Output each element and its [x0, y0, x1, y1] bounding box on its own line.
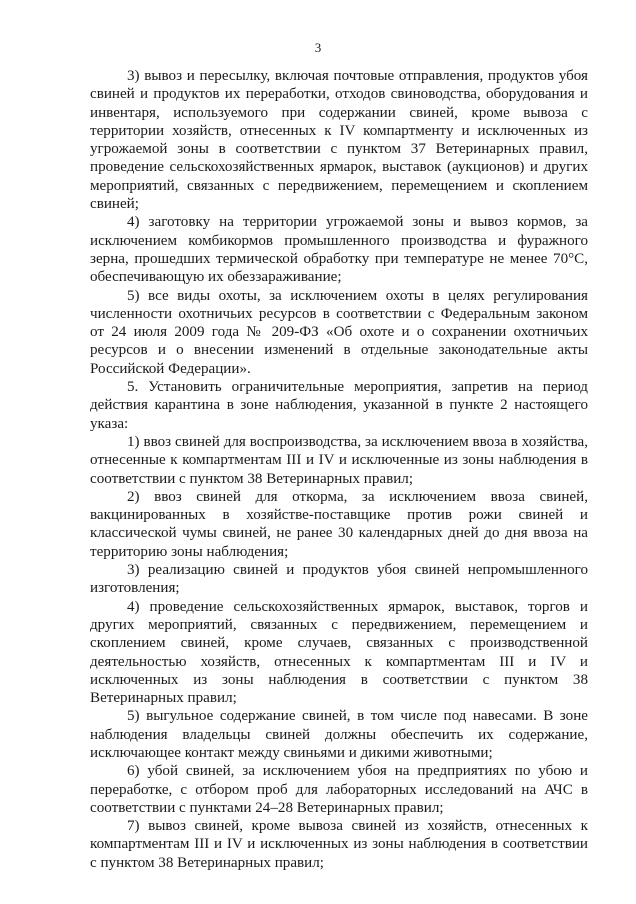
- paragraph-item-5-free-range: 5) выгульное содержание свиней, в том числе под навесами. В зоне наблюдения владельцы свиней должны обеспечить их содержание, исключающее контакт между свиньями и дикими животными;: [90, 708, 588, 761]
- document-body: [90, 67, 588, 872]
- paragraph-item-6-slaughter: 6) убой свиней, за исключением убоя на предприятиях по убою и переработке, с отбором проб для лабораторных исследований на АЧС в соответствии с пунктами 24–28 Ветеринарных правил;: [90, 763, 588, 816]
- paragraph-item-3-export: 3) вывоз и пересылку, включая почтовые отправления, продуктов убоя свиней и продуктов их переработки, отходов свиноводства, оборудования и инвентаря, используемого при содержании свиней, кроме вывоза с территории хозяйств, отнесенных к IV компартменту и исключенных из угрожаемой зоны в соответствии с пунктом 37 Ветеринарных правил, проведение сельскохозяйственных ярмарок, выставок (аукционов) и других мероприятий, связанных с передвижением, перемещением и скоплением свиней;: [90, 68, 588, 213]
- paragraph-item-5-hunting: 5) все виды охоты, за исключением охоты в целях регулирования численности охотничьих ресурсов в соответствии с Федеральным законом от 24 июля 2009 года № 209-ФЗ «Об охоте и о сохранении охотничьих ресурсов и о внесении изменений в отдельные законодательные акты Российской Федерации».: [90, 287, 588, 377]
- page-number: 3: [314, 40, 322, 55]
- paragraph-section-5-restrictions: 5. Установить ограничительные мероприятия, запретив на период действия карантина в зоне наблюдения, указанной в пункте 2 настоящего указа:: [90, 379, 588, 432]
- paragraph-item-3-sale: 3) реализацию свиней и продуктов убоя свиней непромышленного изготовления;: [90, 562, 588, 597]
- paragraph-item-4-feed: 4) заготовку на территории угрожаемой зоны и вывоз кормов, за исключением комбикормов промышленного производства и фуражного зерна, прошедших термической обработку при температуре не менее 70°С, обеспечивающую их обеззараживание;: [90, 214, 588, 286]
- paragraph-item-4-fairs: 4) проведение сельскохозяйственных ярмарок, выставок, торгов и других мероприятий, связанных с передвижением, перемещением и скоплением свиней, кроме случаев, связанных с производственной деятельностью хозяйств, отнесенных к компартментам III и IV и исключенных из зоны наблюдения в соответствии с пунктом 38 Ветеринарных правил;: [90, 598, 588, 707]
- paragraph-item-1-breeding-import: 1) ввоз свиней для воспроизводства, за исключением ввоза в хозяйства, отнесенные к компартментам III и IV и исключенные из зоны наблюдения в соответствии с пунктом 38 Ветеринарных правил;: [90, 433, 588, 487]
- paragraph-item-7-export-pigs: 7) вывоз свиней, кроме вывоза свиней из хозяйств, отнесенных к компартментам III и IV и исключенных из зоны наблюдения в соответствии с пунктом 38 Ветеринарных правил;: [90, 818, 588, 871]
- paragraph-item-2-fattening-import: 2) ввоз свиней для откорма, за исключением ввоза свиней, вакцинированных в хозяйстве-поставщике против рожи свиней и классической чумы свиней, не ранее 30 календарных дней до дня ввоза на территорию зоны наблюдения;: [90, 488, 588, 560]
